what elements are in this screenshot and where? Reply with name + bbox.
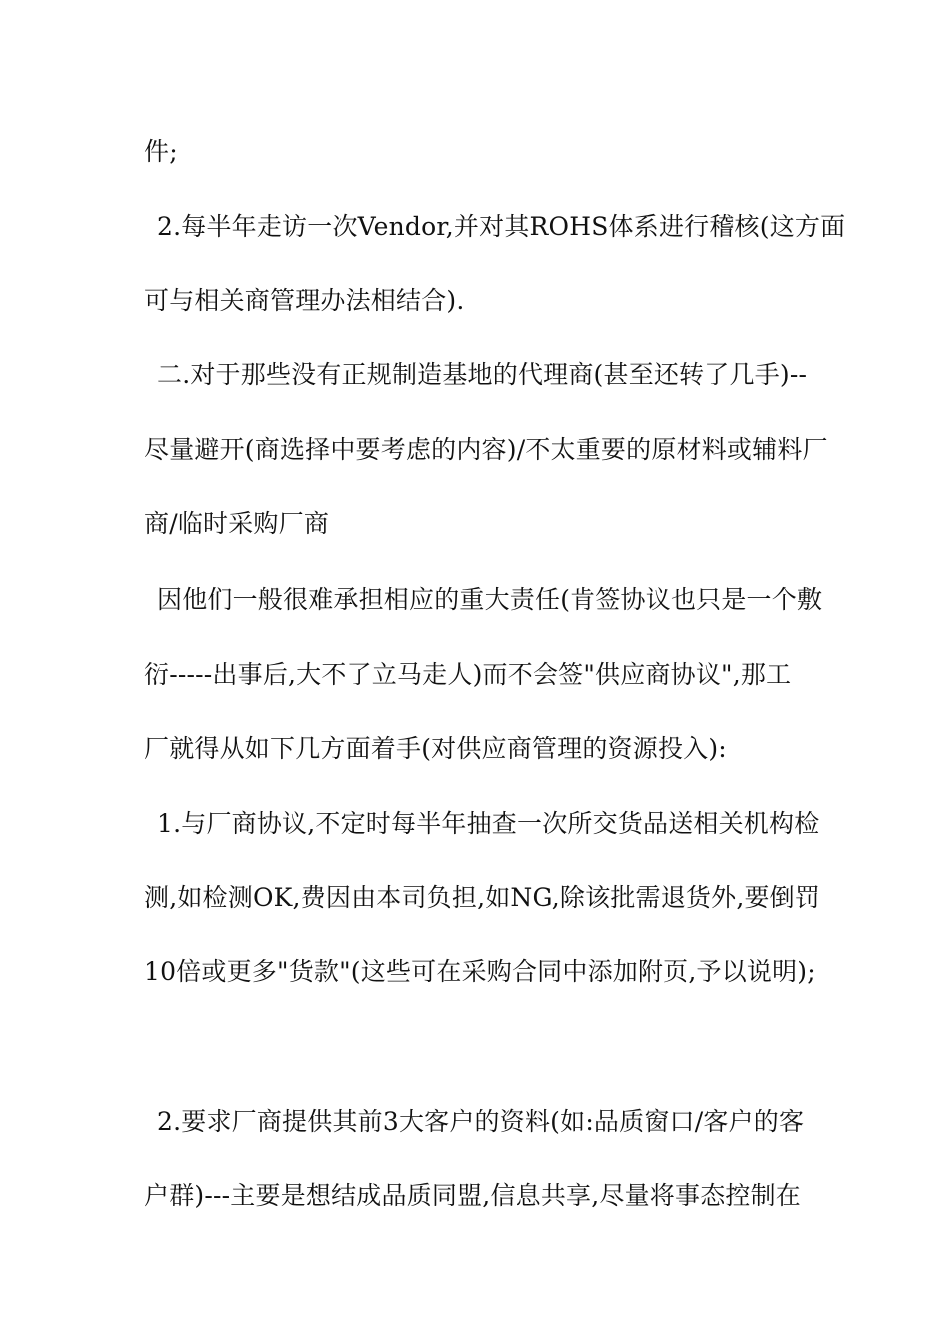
text-line-1: 件; [144,137,178,166]
text-line-5: 尽量避开(商选择中要考虑的内容)/不太重要的原材料或辅料厂 [144,435,828,464]
text-line-9: 厂就得从如下几方面着手(对供应商管理的资源投入): [144,734,727,763]
text-line-13: 2.要求厂商提供其前3大客户的资料(如:品质窗口/客户的客 [157,1107,805,1136]
text-line-4: 二.对于那些没有正规制造基地的代理商(甚至还转了几手)-- [157,360,808,389]
text-line-11: 测,如检测OK,费因由本司负担,如NG,除该批需退货外,要倒罚 [144,883,821,912]
text-line-6: 商/临时采购厂商 [144,509,330,538]
text-line-10: 1.与厂商协议,不定时每半年抽查一次所交货品送相关机构检 [157,809,820,838]
text-line-14: 户群)---主要是想结成品质同盟,信息共享,尽量将事态控制在 [144,1181,801,1210]
text-line-2: 2.每半年走访一次Vendor,并对其ROHS体系进行稽核(这方面 [157,212,846,241]
text-line-12: 10倍或更多"货款"(这些可在采购合同中添加附页,予以说明); [144,957,816,986]
text-line-3: 可与相关商管理办法相结合). [144,286,465,315]
text-line-8: 衍-----出事后,大不了立马走人)而不会签"供应商协议",那工 [144,660,792,689]
text-line-7: 因他们一般很难承担相应的重大责任(肯签协议也只是一个敷 [157,585,823,614]
